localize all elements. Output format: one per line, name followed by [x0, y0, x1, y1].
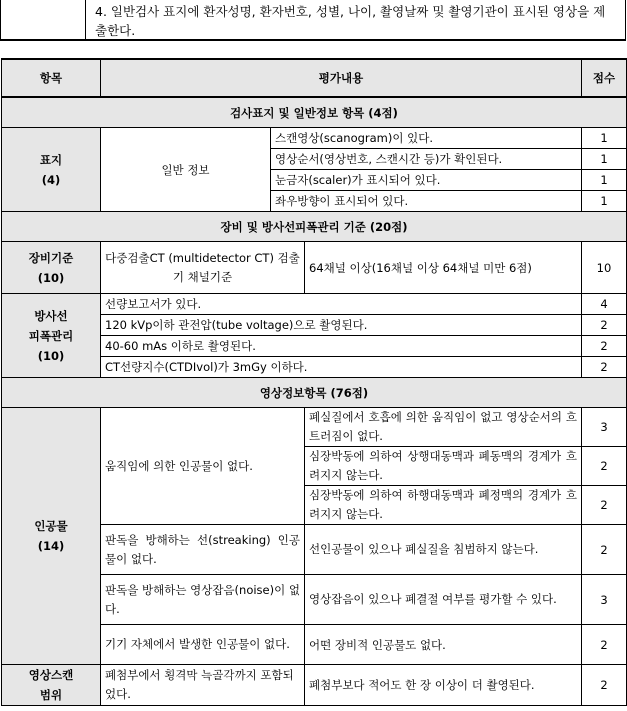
top-note-text: 4. 일반검사 표지에 환자성명, 환자번호, 성별, 나이, 촬영날짜 및 촬영기관이 표시된 영상을 제출한다. [95, 4, 606, 38]
criterion-score: 2 [582, 625, 627, 665]
table-row [2, 294, 627, 315]
table-row [2, 242, 627, 294]
criterion-text: 심장박동에 의하여 하행대동맥과 폐정맥의 경계가 흐려지지 않는다. [305, 486, 582, 525]
category-equipment-points: (10) [37, 270, 65, 285]
category-scan-range [2, 665, 101, 706]
criterion-score: 2 [582, 486, 627, 525]
section-row-image [2, 378, 627, 408]
category-display-points: (4) [41, 172, 61, 187]
criterion-score: 1 [582, 149, 627, 170]
header-content: 평가내용 [101, 59, 582, 97]
top-note-divider [85, 0, 86, 39]
category-artifact [2, 408, 101, 665]
criterion-text: 폐실질에서 호흡에 의한 움직임이 없고 영상순서의 흐트러짐이 없다. [305, 408, 582, 447]
criterion-text: 40-60 mAs 이하로 촬영된다. [101, 336, 582, 357]
criterion-score: 2 [582, 315, 627, 336]
table-row [2, 128, 627, 149]
criterion-text: 영상잡음이 있으나 폐결절 여부를 평가할 수 있다. [305, 575, 582, 625]
criterion-text: 폐첨부보다 적어도 한 장 이상이 더 촬영된다. [305, 665, 582, 706]
criterion-text: CT선량지수(CTDIvol)가 3mGy 이하다. [101, 357, 582, 378]
category-radiation [2, 294, 101, 378]
category-artifact-points: (14) [37, 539, 65, 553]
criterion-score: 2 [582, 665, 627, 706]
table-header-row [2, 59, 627, 97]
criterion-text: 심장박동에 의하여 상행대동맥과 폐동맥의 경계가 흐려지지 않는다. [305, 447, 582, 486]
criterion-score: 10 [582, 242, 627, 294]
criterion-score: 2 [582, 357, 627, 378]
header-item: 항목 [2, 59, 101, 97]
criterion-score: 1 [582, 170, 627, 191]
section-title-image: 영상정보항목 (76점) [2, 378, 627, 408]
category-scan-range-name-1: 영상스캔 [28, 668, 74, 682]
criterion-score: 3 [582, 408, 627, 447]
criterion-text: 선인공물이 있으나 폐실질을 침범하지 않는다. [305, 525, 582, 575]
category-display [2, 128, 101, 212]
category-display-name: 표지 [39, 152, 63, 167]
section-row-general [2, 97, 627, 128]
category-scan-range-name-2: 범위 [39, 688, 63, 702]
subitem-general-info: 일반 정보 [101, 128, 271, 212]
criterion-score: 2 [582, 336, 627, 357]
category-artifact-name: 인공물 [34, 519, 68, 533]
subitem-device-artifact: 기기 자체에서 발생한 인공물이 없다. [101, 625, 305, 665]
evaluation-table [1, 58, 627, 706]
criterion-score: 1 [582, 128, 627, 149]
subitem-noise: 판독을 방해하는 영상잡음(noise)이 없다. [101, 575, 305, 625]
table-row [2, 408, 627, 447]
criterion-text: 눈금자(scaler)가 표시되어 있다. [271, 170, 582, 191]
subitem-streaking: 판독을 방해하는 선(streaking) 인공물이 없다. [101, 525, 305, 575]
criterion-text: 선량보고서가 있다. [101, 294, 582, 315]
section-title-general: 검사표지 및 일반정보 항목 (4점) [2, 97, 627, 128]
criterion-score: 2 [582, 447, 627, 486]
subitem-motion-artifact: 움직임에 의한 인공물이 없다. [101, 408, 305, 525]
section-row-equipment [2, 212, 627, 242]
category-radiation-name-2: 피폭관리 [28, 328, 74, 343]
subitem-detector-channel: 다중검출CT (multidetector CT) 검출기 채널기준 [101, 242, 305, 294]
subitem-scan-range: 폐첨부에서 횡격막 늑골각까지 포함되었다. [101, 665, 305, 706]
table-row [2, 665, 627, 706]
header-score: 점수 [582, 59, 627, 97]
category-equipment [2, 242, 101, 294]
category-equipment-name: 장비기준 [28, 250, 74, 265]
criterion-score: 2 [582, 525, 627, 575]
criterion-score: 4 [582, 294, 627, 315]
top-note-box [0, 0, 626, 41]
category-radiation-name-1: 방사선 [34, 308, 68, 323]
category-radiation-points: (10) [37, 348, 65, 363]
criterion-score: 3 [582, 575, 627, 625]
criterion-text: 64채널 이상(16채널 이상 64채널 미만 6점) [305, 242, 582, 294]
criterion-score: 1 [582, 191, 627, 212]
criterion-text: 좌우방향이 표시되어 있다. [271, 191, 582, 212]
criterion-text: 영상순서(영상번호, 스캔시간 등)가 확인된다. [271, 149, 582, 170]
criterion-text: 어떤 장비적 인공물도 없다. [305, 625, 582, 665]
section-title-equipment: 장비 및 방사선피폭관리 기준 (20점) [2, 212, 627, 242]
criterion-text: 120 kVp이하 관전압(tube voltage)으로 촬영된다. [101, 315, 582, 336]
criterion-text: 스캔영상(scanogram)이 있다. [271, 128, 582, 149]
